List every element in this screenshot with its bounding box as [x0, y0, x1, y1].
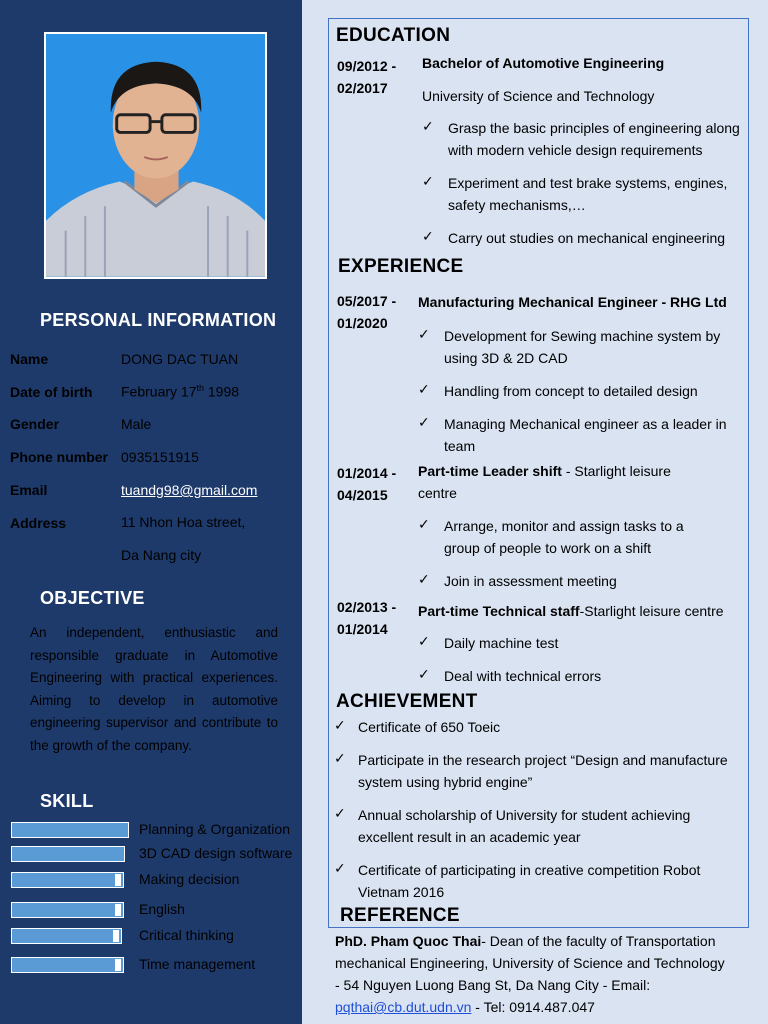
address-value-line1: 11 Nhon Hoa street,	[121, 514, 246, 530]
experience-title: EXPERIENCE	[338, 256, 464, 277]
skill-label: Time management	[139, 956, 256, 972]
skill-label: Making decision	[139, 871, 240, 887]
job2-title: Part-time Leader shift - Starlight leisure centre	[418, 463, 671, 501]
skill-label: Critical thinking	[139, 927, 234, 943]
check-icon: ✓	[422, 228, 434, 244]
personal-info-title: PERSONAL INFORMATION	[40, 310, 277, 330]
skill-bar-knob	[115, 904, 121, 916]
reference-email-link[interactable]: pqthai@cb.dut.udn.vn	[335, 999, 472, 1015]
address-value-line2: Da Nang city	[121, 547, 202, 563]
education-bullet-2: Experiment and test brake systems, engines, safety mechanisms,…	[448, 175, 728, 213]
skill-bar-knob	[115, 959, 121, 971]
job2-bullet-1: Arrange, monitor and assign tasks to a group of people to work on a shift	[444, 518, 684, 556]
reference-title: REFERENCE	[340, 905, 460, 926]
skill-title: SKILL	[40, 791, 94, 811]
achievement-title: ACHIEVEMENT	[336, 691, 478, 712]
check-icon: ✓	[418, 516, 430, 532]
check-icon: ✓	[422, 173, 434, 189]
education-degree: Bachelor of Automotive Engineering	[422, 55, 665, 71]
skill-bar	[11, 928, 122, 944]
education-bullet-1: Grasp the basic principles of engineering along with modern vehicle design requirements	[448, 120, 740, 158]
skill-bar	[11, 902, 124, 918]
check-icon: ✓	[334, 805, 346, 821]
phone-label: Phone number	[10, 449, 109, 465]
skill-bar	[11, 822, 129, 838]
job3-bullet-1: Daily machine test	[444, 635, 559, 651]
check-icon: ✓	[334, 717, 346, 733]
check-icon: ✓	[418, 633, 430, 649]
education-title: EDUCATION	[336, 25, 451, 46]
job1-bullet-2: Handling from concept to detailed design	[444, 383, 698, 399]
name-label: Name	[10, 351, 49, 367]
email-link[interactable]: tuandg98@gmail.com	[121, 482, 258, 498]
check-icon: ✓	[422, 118, 434, 134]
skill-bar	[11, 846, 125, 862]
gender-label: Gender	[10, 416, 60, 432]
job3-bullet-2: Deal with technical errors	[444, 668, 602, 684]
skill-bar	[11, 957, 124, 973]
skill-label: 3D CAD design software	[139, 845, 293, 861]
gender-value: Male	[121, 416, 152, 432]
education-school: University of Science and Technology	[422, 88, 655, 104]
skill-label: Planning & Organization	[139, 821, 290, 837]
achievement-4: Certificate of participating in creative competition Robot Vietnam 2016	[358, 862, 701, 900]
dob-label: Date of birth	[10, 384, 93, 400]
check-icon: ✓	[334, 860, 346, 876]
check-icon: ✓	[418, 381, 430, 397]
address-label: Address	[10, 515, 67, 531]
education-bullet-3: Carry out studies on mechanical engineering	[448, 230, 726, 246]
check-icon: ✓	[334, 750, 346, 766]
job1-date: 05/2017 - 01/2020	[337, 293, 397, 331]
job3-title: Part-time Technical staff-Starlight leisure centre	[418, 603, 724, 619]
check-icon: ✓	[418, 571, 430, 587]
job1-bullet-1: Development for Sewing machine system by using 3D & 2D CAD	[444, 328, 721, 366]
achievement-1: Certificate of 650 Toeic	[358, 719, 501, 735]
job3-date: 02/2013 - 01/2014	[337, 599, 397, 637]
job1-bullet-3: Managing Mechanical engineer as a leader in team	[444, 416, 727, 454]
skill-bar	[11, 872, 124, 888]
achievement-3: Annual scholarship of University for student achieving excellent result in an academic year	[358, 807, 691, 845]
phone-value: 0935151915	[121, 449, 199, 465]
job2-date: 01/2014 - 04/2015	[337, 465, 397, 503]
achievement-2: Participate in the research project “Design and manufacture system using hybrid engine”	[358, 752, 728, 790]
check-icon: ✓	[418, 414, 430, 430]
email-label: Email	[10, 482, 48, 498]
reference-text: PhD. Pham Quoc Thai- Dean of the faculty of Transportation mechanical Engineering, University of Science and Technology - 54 Nguyen Luong Bang St, Da Nang City - Email: pqthai@cb.dut.udn.vn - Tel: 0914.487.047	[335, 933, 725, 1015]
skill-bar-knob	[115, 874, 121, 886]
education-date: 09/2012 - 02/2017	[337, 58, 397, 96]
check-icon: ✓	[418, 326, 430, 342]
objective-title: OBJECTIVE	[40, 588, 145, 608]
dob-value: February 17th 1998	[121, 383, 240, 400]
skill-bar-knob	[113, 930, 119, 942]
name-value: DONG DAC TUAN	[121, 351, 239, 367]
job1-title: Manufacturing Mechanical Engineer - RHG Ltd	[418, 294, 727, 310]
objective-text: An independent, enthusiastic and responsible graduate in Automotive Engineering with practical experiences. Aiming to develop in automotive engineering supervisor and contribute to the growth of the company.	[30, 625, 278, 753]
skill-label: English	[139, 901, 185, 917]
check-icon: ✓	[418, 666, 430, 682]
profile-photo	[44, 32, 267, 279]
job2-bullet-2: Join in assessment meeting	[444, 573, 617, 589]
